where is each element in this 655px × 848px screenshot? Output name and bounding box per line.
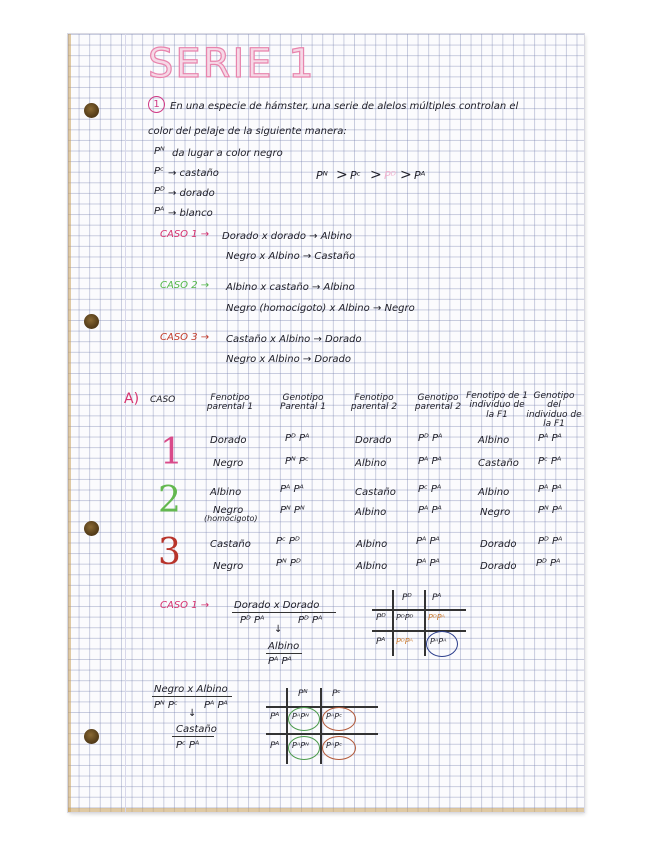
table-cell: Albino [478, 435, 510, 446]
allele-text: → blanco [168, 208, 213, 219]
allele-symbol: Pᶜ [154, 166, 164, 177]
punnett-cell: PᴬPᴬ [430, 637, 447, 646]
case-label: CASO 1 → [160, 229, 210, 240]
dominance-gt: > [400, 167, 412, 183]
table-cell: Pᴰ Pᴬ [418, 433, 443, 444]
case-number: 2 [158, 480, 181, 521]
punnett-line [266, 706, 378, 708]
punnett-row-header: Pᴬ [270, 712, 280, 722]
punnett-col-header: Pᶜ [332, 689, 341, 699]
highlight-circle [288, 707, 320, 731]
table-header: Genotipo parental 2 [414, 393, 462, 413]
table-cell: Pᴬ Pᴬ [418, 456, 442, 467]
punnett-line [372, 609, 466, 611]
case-line: Negro (homocigoto) x Albino → Negro [226, 303, 415, 314]
table-header: CASO [150, 395, 176, 405]
cross-text: Negro x Albino [154, 684, 228, 695]
table-cell: Albino [356, 539, 388, 550]
table-cell: Castaño [355, 487, 396, 498]
binder-hole [84, 103, 99, 118]
punnett-row-header: Pᴰ [376, 613, 386, 623]
allele-text: → dorado [168, 188, 215, 199]
table-cell: Dorado [480, 561, 517, 572]
punnett-cell: PᴰPᴬ [396, 637, 413, 646]
cross-genotype: Pᴰ Pᴬ [240, 615, 265, 626]
down-arrow-icon: ↓ [274, 624, 283, 635]
table-cell: Pᶜ Pᴬ [418, 484, 442, 495]
section-letter: A) [124, 391, 140, 407]
page-edge-left [68, 34, 71, 812]
table-cell: Pᴬ Pᴬ [280, 484, 304, 495]
table-cell: Pᴺ Pᴬ [538, 505, 563, 516]
highlight-circle [288, 736, 320, 760]
case-label: CASO 1 → [160, 600, 210, 611]
table-cell: Negro [480, 507, 511, 518]
allele-symbol: Pᴺ [154, 146, 165, 157]
punnett-line [320, 688, 322, 764]
table-cell: Pᴰ Pᴬ [536, 558, 561, 569]
underline [232, 612, 336, 613]
highlight-circle [322, 707, 356, 731]
punnett-line [372, 630, 466, 632]
cross-result: Castaño [176, 724, 217, 735]
case-number: 3 [158, 532, 181, 573]
case-label: CASO 2 → [160, 280, 210, 291]
allele-text: da lugar a color negro [172, 148, 283, 159]
table-cell: Albino [478, 487, 510, 498]
table-cell: Albino [210, 487, 242, 498]
table-cell: Albino [355, 458, 387, 469]
table-cell: Pᴬ Pᴬ [416, 536, 440, 547]
table-cell: Pᴬ Pᴬ [538, 484, 562, 495]
notebook-page [68, 34, 584, 812]
case-label: CASO 3 → [160, 332, 210, 343]
table-header: Fenotipo parental 2 [350, 393, 398, 413]
underline [266, 653, 302, 654]
cross-result-genotype: Pᶜ Pᴬ [176, 740, 200, 751]
punnett-cell: PᴬPᶜ [326, 741, 343, 750]
cross-result-genotype: Pᴬ Pᴬ [268, 656, 292, 667]
table-header: Genotipo del individuo de la F1 [526, 391, 582, 430]
underline [152, 696, 232, 697]
table-cell: Dorado [355, 435, 392, 446]
dominance-allele: Pᴰ [384, 169, 396, 182]
table-cell: Pᴺ Pᴰ [276, 558, 301, 569]
binder-hole [84, 521, 99, 536]
question-line-1: En una especie de hámster, una serie de alelos múltiples controlan el [170, 101, 519, 112]
case-line: Dorado x dorado → Albino [222, 231, 352, 242]
punnett-cell: PᴰPᴰ [396, 613, 414, 622]
table-cell: Albino [355, 507, 387, 518]
punnett-line [286, 688, 288, 764]
table-header: Genotipo Parental 1 [279, 393, 326, 413]
table-cell: Pᴬ Pᴬ [418, 505, 442, 516]
dominance-allele: Pᴺ [316, 169, 328, 182]
table-cell: Dorado [210, 435, 247, 446]
dominance-gt: > [336, 167, 348, 183]
page-title: SERIE 1 [148, 41, 316, 87]
punnett-line [392, 590, 394, 656]
table-cell: Castaño [478, 458, 519, 469]
case-line: Negro x Albino → Castaño [226, 251, 356, 262]
table-cell: Pᴬ Pᴬ [538, 433, 562, 444]
table-cell: Pᴰ Pᴬ [538, 536, 563, 547]
down-arrow-icon: ↓ [188, 708, 197, 719]
punnett-col-header: Pᴺ [298, 689, 308, 699]
table-cell: Pᶜ Pᴬ [538, 456, 562, 467]
margin-line [125, 34, 126, 812]
cross-genotype: Pᴰ Pᴬ [298, 615, 323, 626]
table-cell: Albino [356, 561, 388, 572]
question-line-2: color del pelaje de la siguiente manera: [148, 126, 347, 137]
allele-symbol: Pᴬ [154, 206, 165, 217]
table-header: Fenotipo de 1 individuo de la F1 [466, 391, 528, 420]
table-cell-note: (homocigoto) [204, 514, 258, 523]
punnett-row-header: Pᴬ [270, 741, 280, 751]
cross-genotype: Pᴺ Pᶜ [154, 700, 178, 711]
table-cell: Negro [213, 505, 244, 516]
cross-result: Albino [268, 641, 300, 652]
punnett-col-header: Pᴰ [402, 593, 412, 603]
case-line: Castaño x Albino → Dorado [226, 334, 362, 345]
table-cell: Pᶜ Pᴰ [276, 536, 300, 547]
table-header: Fenotipo parental 1 [206, 393, 254, 413]
punnett-col-header: Pᴬ [432, 593, 442, 603]
punnett-line [266, 733, 378, 735]
allele-text: → castaño [168, 168, 219, 179]
table-cell: Dorado [480, 539, 517, 550]
case-number: 1 [160, 432, 183, 473]
dominance-allele: Pᶜ [350, 169, 361, 182]
table-cell: Pᴬ Pᴬ [416, 558, 440, 569]
punnett-cell: PᴬPᴺ [292, 741, 309, 750]
punnett-cell: PᴰPᴬ [428, 613, 445, 622]
dominance-allele: Pᴬ [414, 169, 426, 182]
table-cell: Negro [213, 561, 244, 572]
binder-hole [84, 729, 99, 744]
table-cell: Negro [213, 458, 244, 469]
table-cell: Pᴺ Pᴺ [280, 505, 305, 516]
punnett-cell: PᴬPᶜ [326, 712, 343, 721]
allele-symbol: Pᴰ [154, 186, 165, 197]
punnett-row-header: Pᴬ [376, 637, 386, 647]
underline [172, 736, 214, 737]
dominance-gt: > [370, 167, 382, 183]
highlight-circle [426, 631, 458, 657]
case-line: Negro x Albino → Dorado [226, 354, 351, 365]
table-cell: Castaño [210, 539, 251, 550]
page-edge-bottom [68, 808, 584, 812]
highlight-circle [322, 736, 356, 760]
table-cell: Pᴰ Pᴬ [285, 433, 310, 444]
question-number: 1 [148, 96, 165, 113]
cross-genotype: Pᴬ Pᴬ [204, 700, 228, 711]
binder-hole [84, 314, 99, 329]
case-line: Albino x castaño → Albino [226, 282, 355, 293]
table-cell: Pᴺ Pᶜ [285, 456, 309, 467]
cross-text: Dorado x Dorado [234, 600, 320, 611]
punnett-cell: PᴬPᴺ [292, 712, 309, 721]
